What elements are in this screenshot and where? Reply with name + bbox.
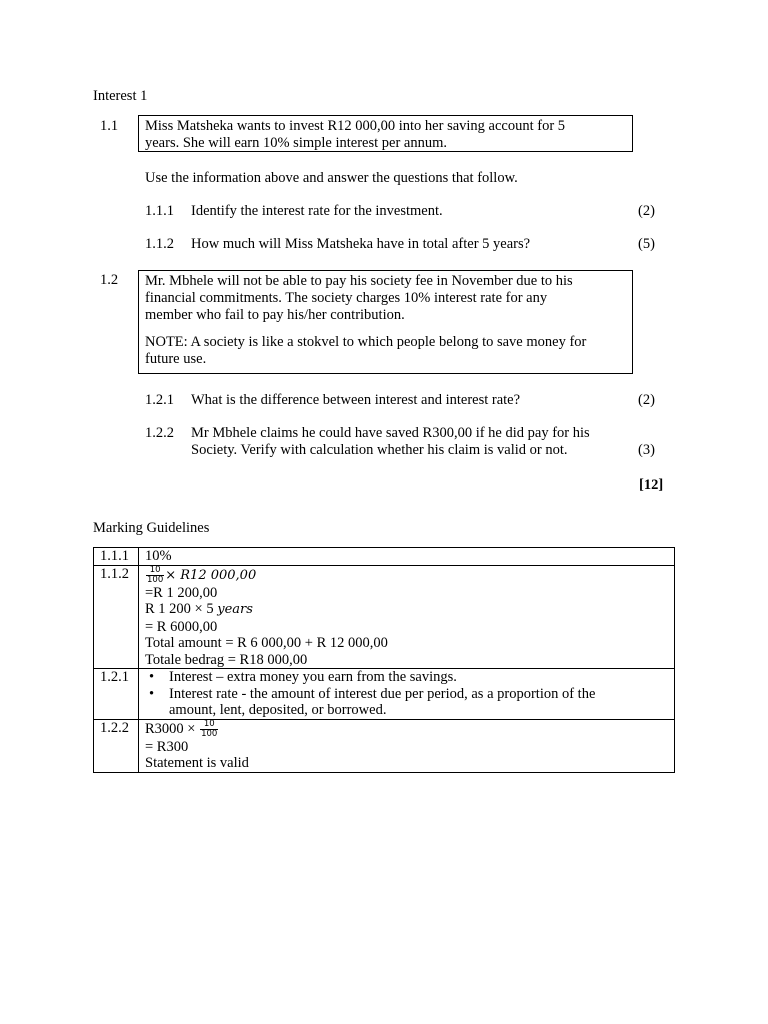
- bullet-text: amount, lent, deposited, or borrowed.: [169, 702, 387, 718]
- sub-question-line: Society. Verify with calculation whether his claim is valid or not.: [191, 442, 568, 458]
- fraction: [200, 720, 218, 739]
- scenario-line: Miss Matsheka wants to invest R12 000,00 into her saving account for 5: [145, 118, 566, 134]
- fraction-denominator: 100: [147, 574, 164, 585]
- answer-cell: [139, 669, 675, 720]
- calc-line: [145, 720, 670, 739]
- sub-question-text: [191, 425, 631, 459]
- scenario-box-1-2: [138, 270, 633, 374]
- bullet-text: Interest – extra money you earn from the savings.: [169, 669, 457, 685]
- table-row: [94, 548, 675, 566]
- calc-text: R3000 ×: [145, 720, 196, 737]
- table-row: [94, 669, 675, 720]
- fraction-numerator: 10: [200, 720, 218, 730]
- scenario-line: member who fail to pay his/her contribution.: [145, 307, 405, 323]
- bullet-text: Interest rate - the amount of interest due per period, as a proportion of the: [169, 685, 596, 702]
- sub-question-text: What is the difference between interest and interest rate?: [191, 392, 521, 408]
- scenario-box-1-1: [138, 115, 633, 152]
- sub-question-text: Identify the interest rate for the investment.: [191, 203, 443, 219]
- list-item: [149, 669, 670, 686]
- calc-line: Totale bedrag = R18 000,00: [145, 651, 308, 668]
- marks-allocation: (2): [638, 392, 655, 408]
- note-line: NOTE: A society is like a stokvel to which people belong to save money for: [145, 334, 587, 350]
- table-row: [94, 565, 675, 669]
- guidelines-title: Marking Guidelines: [93, 520, 210, 536]
- answer-cell: [139, 565, 675, 669]
- marks-allocation: (5): [638, 236, 655, 252]
- calc-line: = R 6000,00: [145, 618, 218, 635]
- instruction-text: Use the information above and answer the questions that follow.: [145, 170, 518, 186]
- fraction-denominator: 100: [201, 728, 218, 739]
- bullet-list: [145, 669, 670, 719]
- sub-question-number: 1.2.1: [145, 392, 174, 408]
- calc-line: Statement is valid: [145, 755, 249, 771]
- sub-question-line: Mr Mbhele claims he could have saved R300,00 if he did pay for his: [191, 425, 590, 441]
- calc-line: [145, 601, 670, 619]
- question-number-1-2: 1.2: [100, 272, 119, 288]
- sub-question-number: 1.2.2: [145, 425, 174, 441]
- scenario-line: financial commitments. The society charges 10% interest rate for any: [145, 290, 548, 306]
- bullet-icon: •: [149, 669, 155, 685]
- scenario-line: Mr. Mbhele will not be able to pay his society fee in November due to his: [145, 273, 573, 289]
- calc-unit: years: [217, 602, 253, 617]
- fraction: [146, 566, 164, 585]
- total-marks: [12]: [639, 477, 664, 493]
- sub-question-text: How much will Miss Matsheka have in total after 5 years?: [191, 236, 531, 252]
- page-title: Interest 1: [93, 88, 148, 104]
- sub-question-number: 1.1.1: [145, 203, 174, 219]
- row-number: 1.1.1: [94, 548, 139, 566]
- row-number: 1.2.1: [94, 669, 139, 720]
- calc-line: = R300: [145, 738, 189, 755]
- calc-line: Total amount = R 6 000,00 + R 12 000,00: [145, 635, 388, 651]
- calc-line: [145, 566, 670, 585]
- scenario-line: years. She will earn 10% simple interest per annum.: [145, 135, 448, 151]
- answer-cell: 10%: [139, 548, 675, 566]
- marks-allocation: (3): [638, 442, 655, 458]
- row-number: 1.2.2: [94, 719, 139, 772]
- row-number: 1.1.2: [94, 565, 139, 669]
- calc-text: R 1 200 × 5: [145, 601, 214, 617]
- sub-question-number: 1.1.2: [145, 236, 174, 252]
- marking-guidelines-table: [93, 547, 675, 773]
- question-number-1-1: 1.1: [100, 118, 119, 134]
- fraction-numerator: 10: [146, 566, 164, 576]
- bullet-icon: •: [149, 685, 155, 702]
- marks-allocation: (2): [638, 203, 655, 219]
- list-item: [149, 685, 670, 719]
- calc-line: =R 1 200,00: [145, 584, 218, 601]
- table-row: [94, 719, 675, 772]
- calc-text: × R12 000,00: [165, 567, 257, 583]
- note-line: future use.: [145, 351, 207, 367]
- answer-cell: [139, 719, 675, 772]
